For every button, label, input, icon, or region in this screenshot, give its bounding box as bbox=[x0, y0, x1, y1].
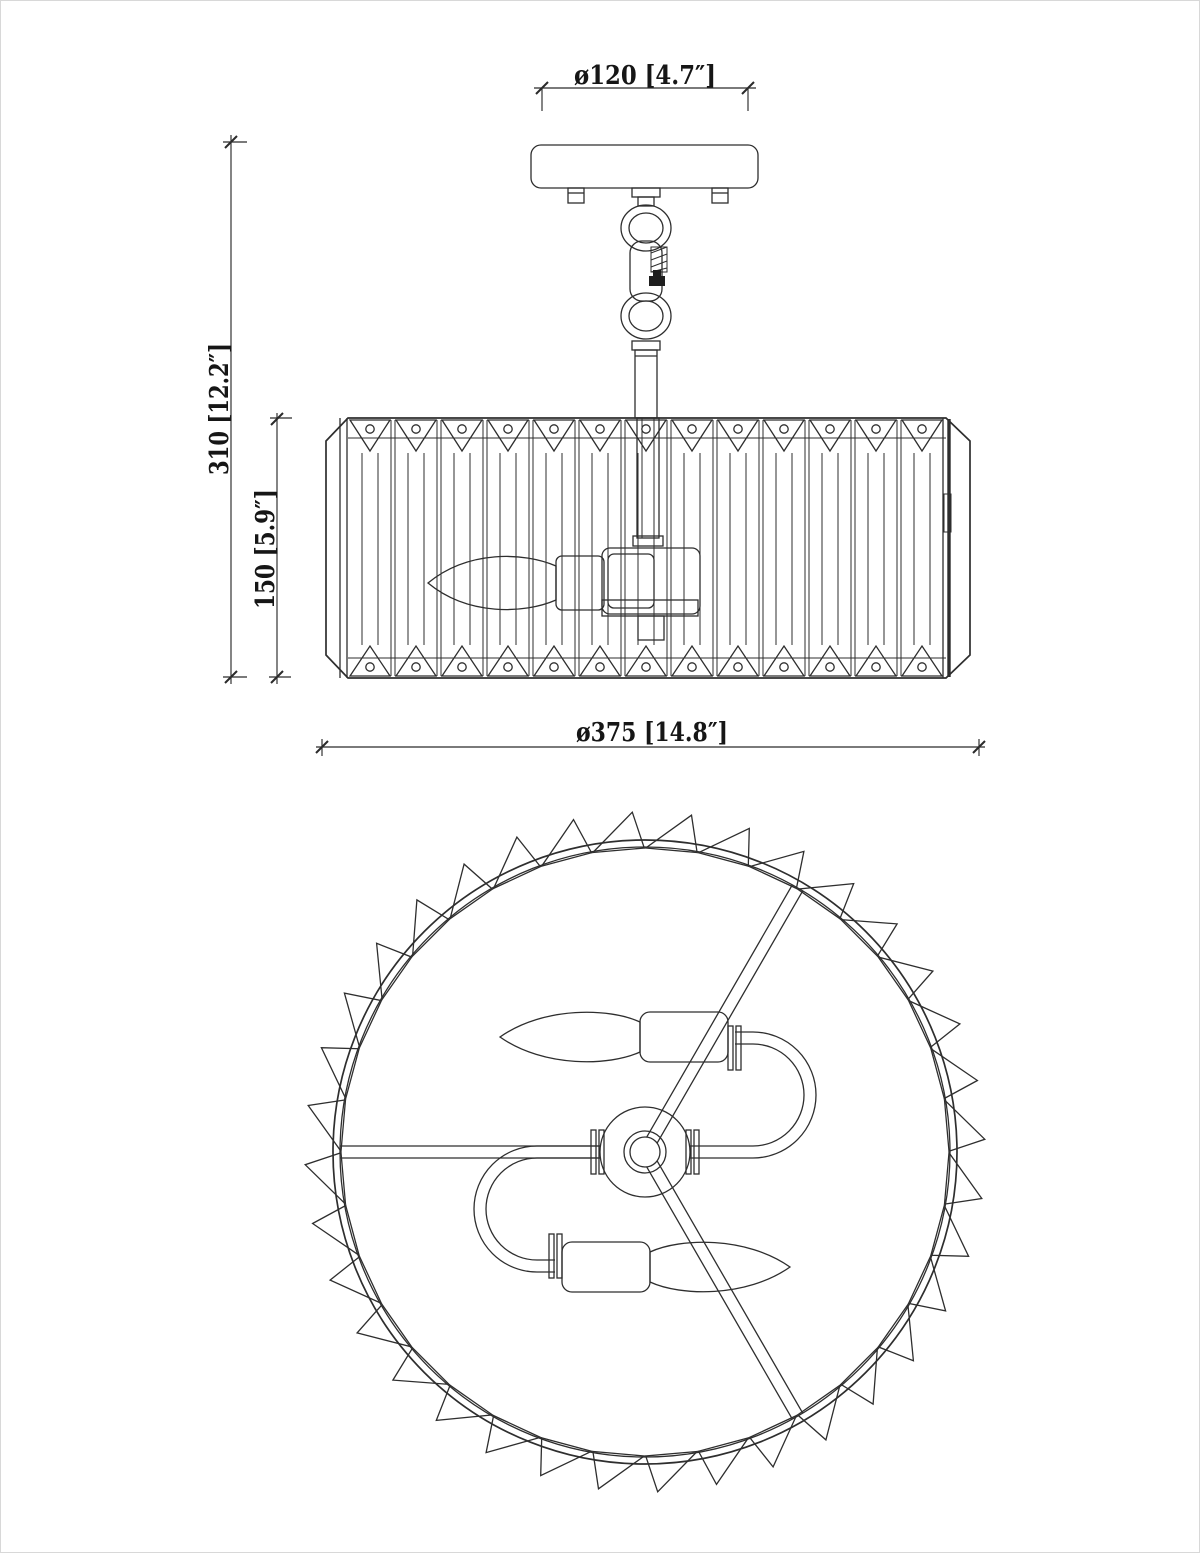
shade-rim-inner bbox=[340, 847, 950, 1457]
prism-hole bbox=[826, 425, 834, 433]
shade-diameter-label: ø375 [14.8″] bbox=[576, 718, 728, 748]
bracket-tab bbox=[638, 616, 664, 640]
prism-hole bbox=[412, 425, 420, 433]
crystal-tooth bbox=[699, 1438, 749, 1485]
bulb-socket-side bbox=[556, 556, 604, 610]
crystal-tooth bbox=[330, 1257, 381, 1304]
crystal-tooth bbox=[593, 812, 644, 852]
dimension-overall-height bbox=[205, 135, 247, 684]
crystal-teeth-ring bbox=[305, 812, 985, 1492]
crystal-tooth bbox=[305, 1153, 345, 1204]
drum-shade-side bbox=[326, 418, 970, 678]
bulb-socket-lower bbox=[562, 1242, 650, 1292]
center-hub-plan bbox=[600, 1107, 690, 1197]
shade-height-label: 150 [5.9″] bbox=[251, 464, 281, 609]
crystal-tooth bbox=[909, 1001, 960, 1048]
prism-hole bbox=[642, 425, 650, 433]
crystal-tooth bbox=[931, 1206, 969, 1257]
stem-flange-bottom bbox=[632, 341, 660, 350]
prism-hole bbox=[780, 425, 788, 433]
canopy-screw-right bbox=[712, 188, 728, 203]
prism-hole bbox=[734, 425, 742, 433]
dimension-shade-diameter bbox=[316, 718, 985, 756]
crystal-tooth bbox=[945, 1100, 985, 1151]
canopy-screw-left bbox=[568, 188, 584, 203]
prism-hole bbox=[872, 663, 880, 671]
shade-rim-outer bbox=[333, 840, 957, 1464]
prism-hole bbox=[642, 663, 650, 671]
prism-hole bbox=[550, 425, 558, 433]
drum-shade-bottom-view bbox=[305, 812, 985, 1492]
prism-hole bbox=[550, 663, 558, 671]
prism-hole bbox=[780, 663, 788, 671]
crystal-tooth bbox=[494, 837, 541, 888]
lamp-assembly-side bbox=[428, 418, 700, 640]
prism-hole bbox=[872, 425, 880, 433]
support-arm-left bbox=[340, 1130, 604, 1174]
prism-hole bbox=[366, 663, 374, 671]
prism-hole bbox=[826, 663, 834, 671]
prism-hole bbox=[412, 663, 420, 671]
crystal-tooth bbox=[931, 1049, 978, 1099]
set-screw bbox=[651, 247, 667, 272]
dimension-canopy-diameter bbox=[534, 61, 756, 111]
hanger-chain bbox=[621, 188, 671, 418]
prism-hole bbox=[596, 663, 604, 671]
prism-hole bbox=[688, 663, 696, 671]
prism-hole bbox=[688, 425, 696, 433]
stem-flange-top bbox=[632, 188, 660, 197]
dimension-shade-height bbox=[251, 413, 292, 684]
prism-hole bbox=[918, 663, 926, 671]
crystal-tooth bbox=[646, 1452, 697, 1492]
overall-height-label: 310 [12.2″] bbox=[205, 312, 235, 475]
crystal-tooth bbox=[750, 1416, 797, 1467]
crystal-tooth bbox=[541, 1438, 592, 1476]
prism-hole bbox=[734, 663, 742, 671]
down-rod bbox=[635, 350, 657, 418]
prism-hole bbox=[504, 425, 512, 433]
candle-bulb-side bbox=[428, 556, 556, 609]
prism-hole bbox=[504, 663, 512, 671]
wire-clip-stem bbox=[653, 270, 661, 277]
crystal-tooth bbox=[699, 828, 750, 866]
canopy bbox=[531, 145, 758, 203]
prism-hole bbox=[918, 425, 926, 433]
canopy-diameter-label: ø120 [4.7″] bbox=[574, 61, 716, 91]
candle-bulb-lower bbox=[650, 1242, 790, 1291]
crystal-tooth bbox=[321, 1048, 359, 1099]
wire-clip bbox=[649, 276, 665, 286]
crystal-tooth bbox=[542, 820, 592, 867]
center-hub-side bbox=[602, 548, 700, 614]
prism-hole bbox=[458, 425, 466, 433]
crystal-tooth bbox=[313, 1206, 360, 1256]
prism-hole bbox=[596, 425, 604, 433]
prism-hole bbox=[458, 663, 466, 671]
candle-bulb-upper bbox=[500, 1012, 640, 1061]
prism-hole bbox=[366, 425, 374, 433]
